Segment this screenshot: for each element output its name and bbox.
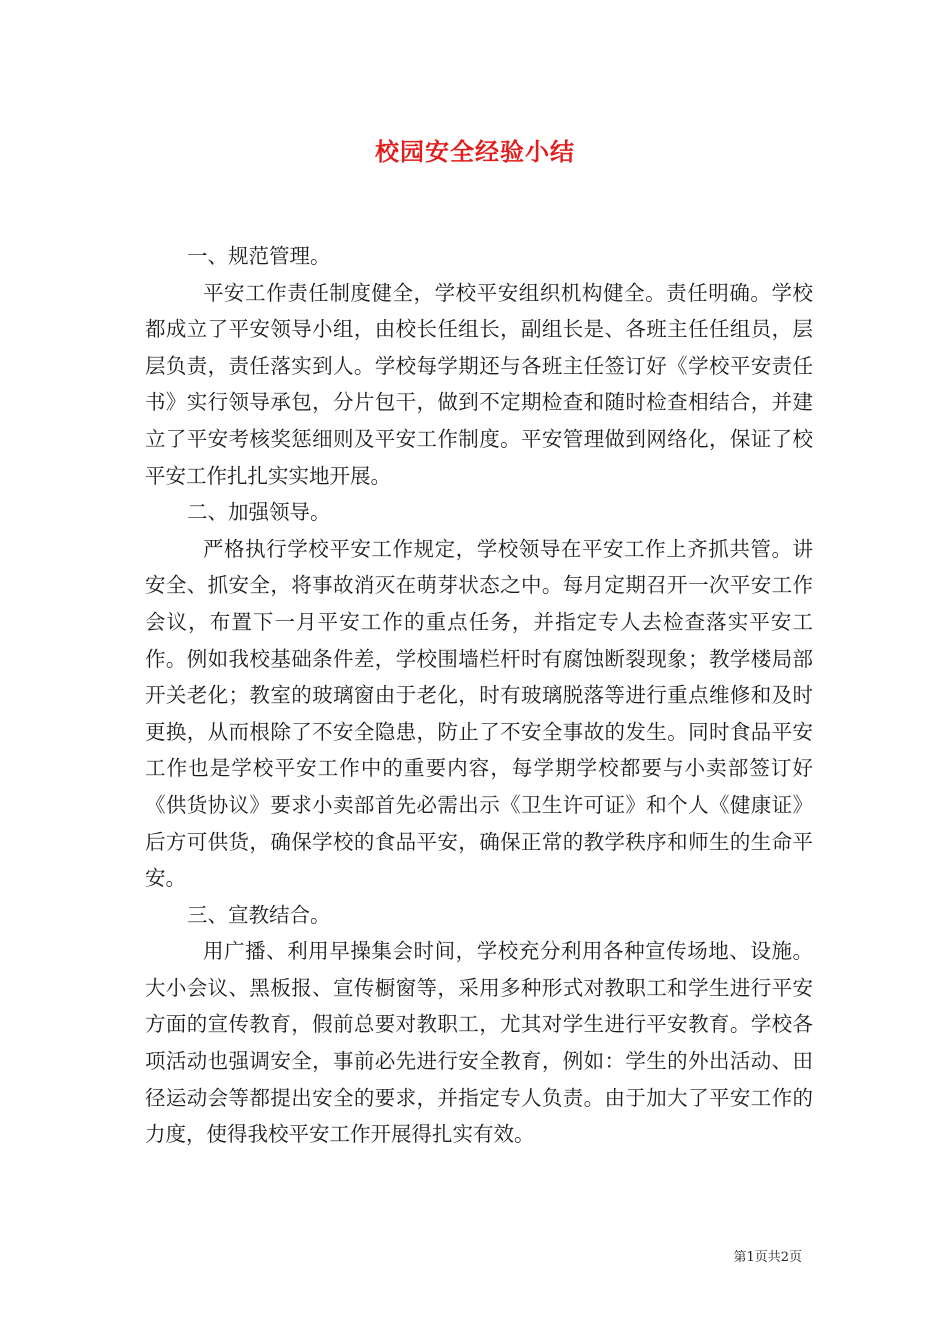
document-body	[145, 238, 813, 1153]
page-number-footer: 第1页共2页	[733, 1250, 802, 1265]
section-paragraph: 平安工作责任制度健全，学校平安组织机构健全。责任明确。学校都成立了平安领导小组，由校长任组长，副组长是、各班主任任组员，层层负责，责任落实到人。学校每学期还与各班主任签订好《学校平安责任书》实行领导承包，分片包干，做到不定期检查和随时检查相结合，并建立了平安考核奖惩细则及平安工作制度。平安管理做到网络化，保证了校平安工作扎扎实实地开展。	[145, 280, 813, 488]
section-heading: 一、规范管理。	[187, 244, 331, 268]
document-title: 校园安全经验小结	[375, 137, 575, 166]
section-paragraph: 严格执行学校平安工作规定，学校领导在平安工作上齐抓共管。讲安全、抓安全，将事故消灭在萌芽状态之中。每月定期召开一次平安工作会议，布置下一月平安工作的重点任务，并指定专人去检查落实平安工作。例如我校基础条件差，学校围墙栏杆时有腐蚀断裂现象；教学楼局部开关老化；教室的玻璃窗由于老化，时有玻璃脱落等进行重点维修和及时更换，从而根除了不安全隐患，防止了不安全事故的发生。同时食品平安工作也是学校平安工作中的重要内容，每学期学校都要与小卖部签订好《供货协议》要求小卖部首先必需出示《卫生许可证》和个人《健康证》后方可供货，确保学校的食品平安，确保正常的教学秩序和师生的生命平安。	[145, 536, 813, 891]
section-paragraph: 用广播、利用早操集会时间，学校充分利用各种宣传场地、设施。大小会议、黑板报、宣传橱窗等，采用多种形式对教职工和学生进行平安方面的宣传教育，假前总要对教职工，尤其对学生进行平安教育。学校各项活动也强调安全，事前必先进行安全教育，例如：学生的外出活动、田径运动会等都提出安全的要求，并指定专人负责。由于加大了平安工作的力度，使得我校平安工作开展得扎实有效。	[145, 939, 813, 1147]
section-heading: 二、加强领导。	[187, 500, 331, 525]
section-heading: 三、宣教结合。	[187, 902, 331, 927]
